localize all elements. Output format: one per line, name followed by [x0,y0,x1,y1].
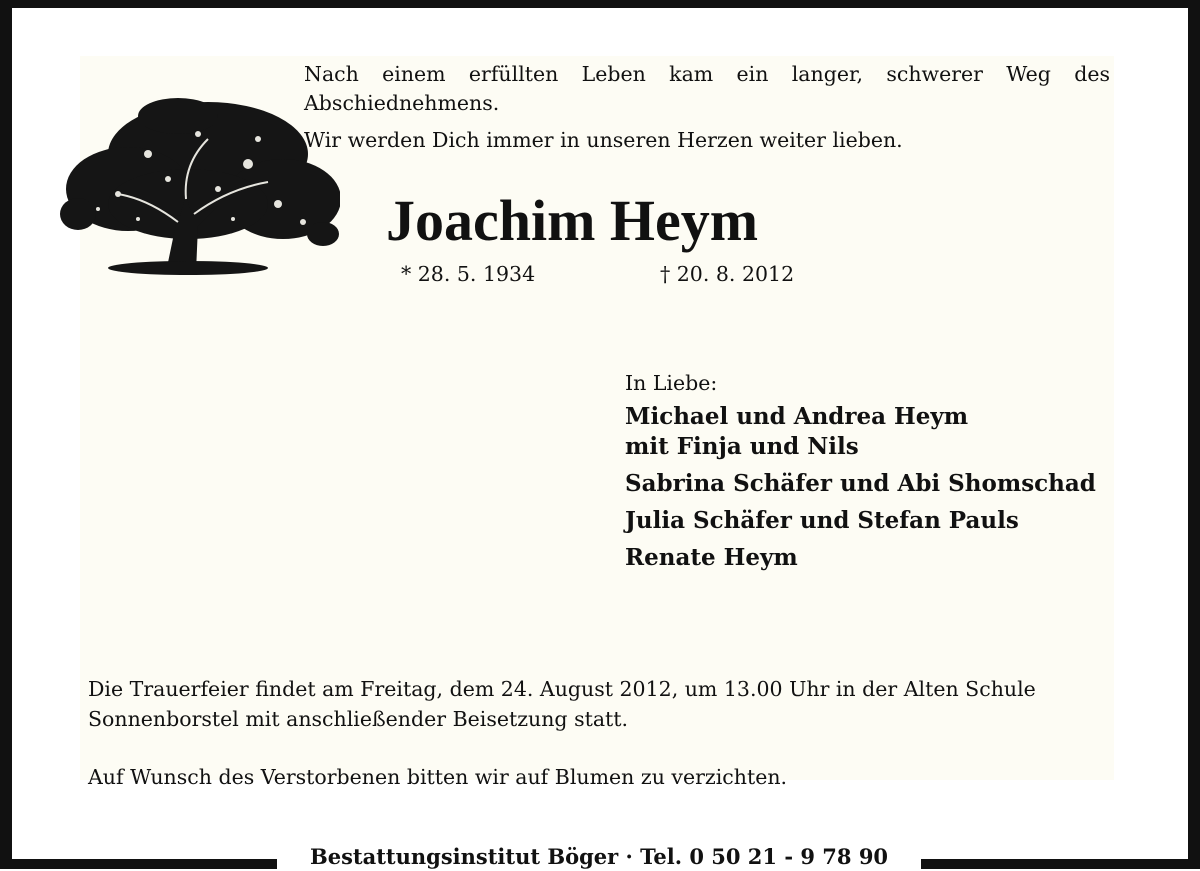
ceremony-text: Die Trauerfeier findet am Freitag, dem 24. August 2012, um 13.00 Uhr in der Alten Schule Sonnenborstel mit anschließender Beisetzung statt. [88,677,1036,731]
deceased-name: Joachim Heym [386,188,759,253]
death-date: † 20. 8. 2012 [660,262,795,286]
tree-illustration-icon [58,94,340,278]
birth-date: * 28. 5. 1934 [401,262,536,286]
mourner-entry: Michael und Andrea Heym mit Finja und Nils [625,403,969,460]
mourners-label: In Liebe: [625,371,718,395]
flower-request-text: Auf Wunsch des Verstorbenen bitten wir auf Blumen zu verzichten. [88,765,788,789]
funeral-home-footer: Bestattungsinstitut Böger · Tel. 0 50 21 - 9 78 90 [277,842,921,869]
intro-text [304,60,1110,163]
mourner-entry: Julia Schäfer und Stefan Pauls [625,507,1019,534]
intro-line-1: Nach einem erfüllten Leben kam ein langer, schwerer Weg des Abschiednehmens. [304,62,1110,115]
intro-line-2: Wir werden Dich immer in unseren Herzen weiter lieben. [304,128,903,152]
mourner-entry: Sabrina Schäfer und Abi Shomschad [625,470,1096,497]
mourner-entry: Renate Heym [625,544,798,571]
mourners-block [625,368,1145,580]
service-info [88,674,1118,792]
